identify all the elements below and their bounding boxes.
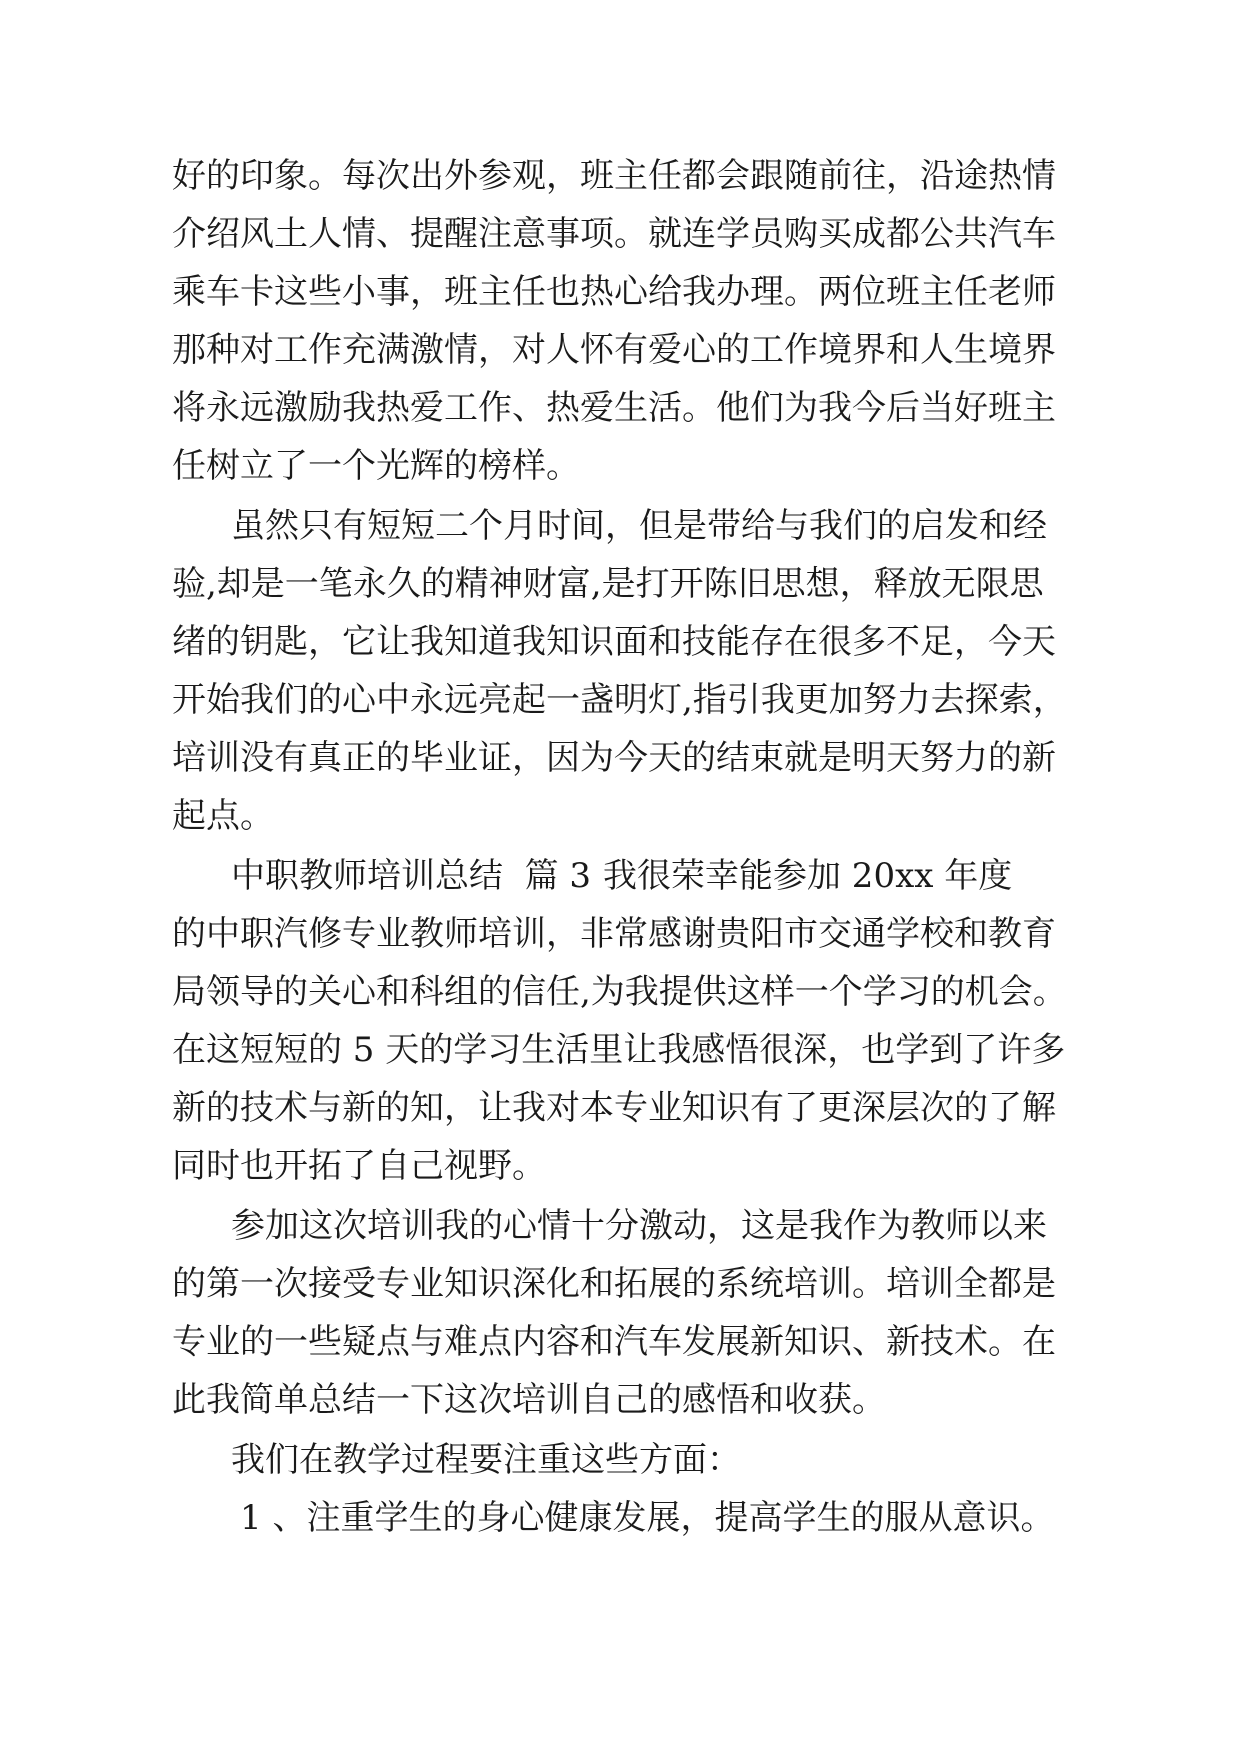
line-text: 我很荣幸能参加 20xx 年度	[603, 856, 1013, 896]
line-text: 此我简单总结一下这次培训自己的感悟和收获。	[172, 1380, 886, 1420]
text-line	[0, 786, 1241, 846]
section-heading: 中职教师培训总结 篇 3	[231, 856, 592, 896]
text-line	[0, 1136, 1241, 1196]
text-line	[0, 1370, 1241, 1430]
text-line	[0, 728, 1241, 788]
text-line	[0, 1312, 1241, 1372]
line-text: 的中职汽修专业教师培训，非常感谢贵阳市交通学校和教育	[172, 914, 1056, 954]
text-line	[0, 320, 1241, 380]
line-text: 那种对工作充满激情，对人怀有爱心的工作境界和人生境界	[172, 330, 1056, 370]
text-line	[0, 496, 1241, 556]
line-text: 同时也开拓了自己视野。	[172, 1146, 546, 1186]
line-text: 的第一次接受专业知识深化和拓展的系统培训。培训全都是	[172, 1264, 1056, 1304]
line-text: 任树立了一个光辉的榜样。	[172, 446, 580, 486]
text-line	[0, 436, 1241, 496]
line-text: 我们在教学过程要注重这些方面：	[231, 1440, 741, 1480]
text-line	[0, 1196, 1241, 1256]
line-text: 专业的一些疑点与难点内容和汽车发展新知识、新技术。在	[172, 1322, 1056, 1362]
text-line	[0, 554, 1241, 614]
text-line	[0, 1078, 1241, 1138]
line-text: 开始我们的心中永远亮起一盏明灯,指引我更加努力去探索，	[172, 680, 1067, 720]
text-line	[0, 262, 1241, 322]
line-text: 参加这次培训我的心情十分激动，这是我作为教师以来	[231, 1206, 1047, 1246]
line-text: 将永远激励我热爱工作、热爱生活。他们为我今后当好班主	[172, 388, 1056, 428]
text-line	[0, 670, 1241, 730]
text-line	[0, 146, 1241, 206]
text-line	[0, 1488, 1241, 1548]
text-line	[0, 378, 1241, 438]
text-line	[0, 1430, 1241, 1490]
line-text: 培训没有真正的毕业证，因为今天的结束就是明天努力的新	[172, 738, 1056, 778]
text-line	[0, 962, 1241, 1022]
text-line	[0, 1020, 1241, 1080]
line-text: 验,却是一笔永久的精神财富,是打开陈旧思想，释放无限思	[172, 564, 1044, 604]
line-text: 虽然只有短短二个月时间，但是带给与我们的启发和经	[231, 506, 1047, 546]
line-text: 介绍风土人情、提醒注意事项。就连学员购买成都公共汽车	[172, 214, 1056, 254]
line-text: 新的技术与新的知，让我对本专业知识有了更深层次的了解	[172, 1088, 1056, 1128]
line-text: 起点。	[172, 796, 274, 836]
text-line	[0, 612, 1241, 672]
text-line	[0, 846, 1241, 906]
text-line	[0, 204, 1241, 264]
list-item: 1 、注重学生的身心健康发展，提高学生的服从意识。	[240, 1498, 1055, 1538]
line-text: 好的印象。每次出外参观，班主任都会跟随前往，沿途热情	[172, 156, 1056, 196]
line-text: 乘车卡这些小事，班主任也热心给我办理。两位班主任老师	[172, 272, 1056, 312]
text-line	[0, 904, 1241, 964]
line-text: 局领导的关心和科组的信任,为我提供这样一个学习的机会。	[172, 972, 1067, 1012]
text-line	[0, 1254, 1241, 1314]
line-text: 在这短短的 5 天的学习生活里让我感悟很深，也学到了许多	[172, 1030, 1066, 1070]
line-text: 绪的钥匙，它让我知道我知识面和技能存在很多不足，今天	[172, 622, 1056, 662]
